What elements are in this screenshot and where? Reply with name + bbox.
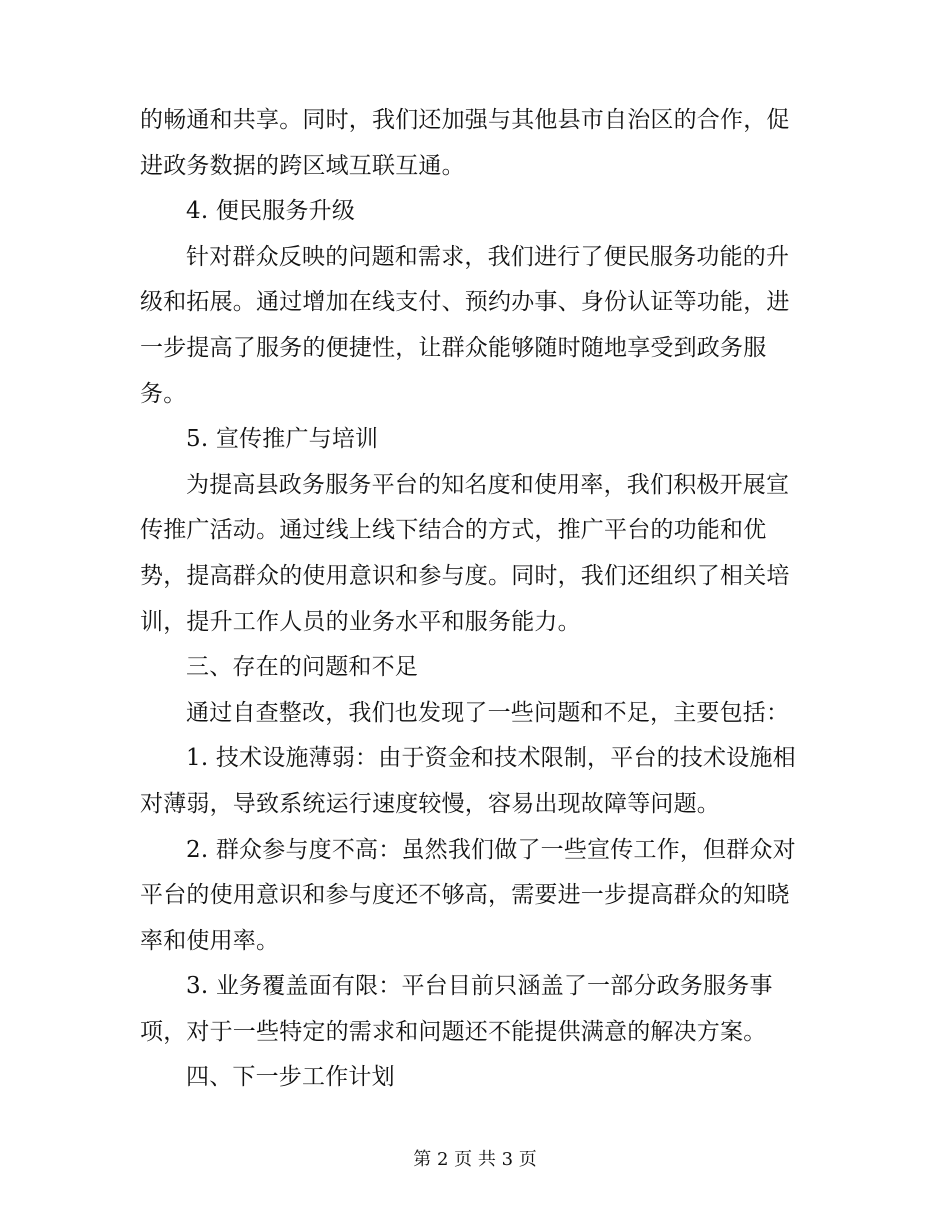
section-heading: 5. 宣传推广与培训: [186, 426, 379, 453]
text-line: 一步提高了服务的便捷性，让群众能够随时随地享受到政务服: [140, 334, 767, 361]
text-line: 进政务数据的跨区域互联互通。: [140, 152, 465, 179]
section-heading: 4. 便民服务升级: [186, 198, 356, 225]
text-line: 项，对于一些特定的需求和问题还不能提供满意的解决方案。: [140, 1018, 767, 1045]
text-line: 通过自查整改，我们也发现了一些问题和不足，主要包括：: [186, 699, 790, 726]
section-heading: 三、存在的问题和不足: [186, 654, 418, 681]
page-number-footer: 第 2 页 共 3 页: [413, 1149, 537, 1170]
text-line: 务。: [140, 380, 187, 407]
text-line: 为提高县政务服务平台的知名度和使用率，我们积极开展宣: [186, 471, 790, 498]
text-line: 针对群众反映的问题和需求，我们进行了便民服务功能的升: [186, 243, 790, 270]
text-line: 训，提升工作人员的业务水平和服务能力。: [140, 608, 581, 635]
text-line: 对薄弱，导致系统运行速度较慢，容易出现故障等问题。: [140, 790, 720, 817]
text-line: 率和使用率。: [140, 927, 280, 954]
list-item: 2. 群众参与度不高：虽然我们做了一些宣传工作，但群众对: [186, 836, 796, 863]
document-body: [140, 98, 820, 1101]
text-line: 传推广活动。通过线上线下结合的方式，推广平台的功能和优: [140, 517, 767, 544]
section-heading: 四、下一步工作计划: [186, 1064, 395, 1091]
list-item: 1. 技术设施薄弱：由于资金和技术限制，平台的技术设施相: [186, 745, 796, 772]
list-item: 3. 业务覆盖面有限：平台目前只涵盖了一部分政务服务事: [186, 973, 773, 1000]
text-line: 的畅通和共享。同时，我们还加强与其他县市自治区的合作，促: [140, 107, 790, 133]
text-line: 级和拓展。通过增加在线支付、预约办事、身份认证等功能，进: [140, 289, 790, 316]
text-line: 势，提高群众的使用意识和参与度。同时，我们还组织了相关培: [140, 562, 790, 589]
text-line: 平台的使用意识和参与度还不够高，需要进一步提高群众的知晓: [140, 882, 790, 909]
